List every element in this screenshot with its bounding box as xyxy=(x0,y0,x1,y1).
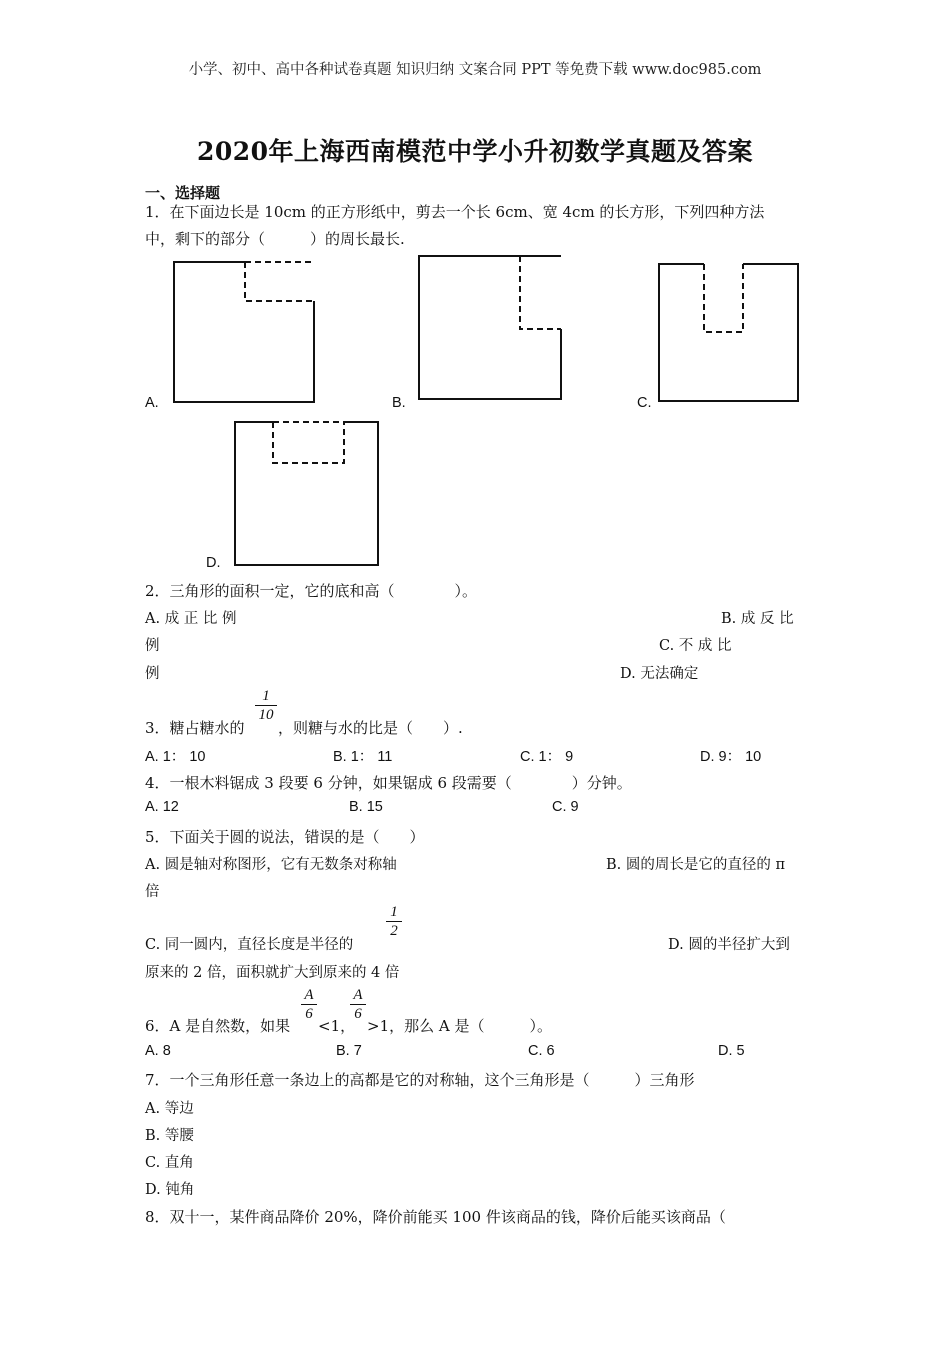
q3-option-c: C. 1： 9 xyxy=(520,749,574,765)
q4-option-a: A. 12 xyxy=(145,799,179,815)
q2-option-c-cont: 例 xyxy=(145,666,160,682)
q3-option-a: A. 1： 10 xyxy=(145,749,206,765)
fraction-bar xyxy=(386,921,402,922)
q3-fraction xyxy=(255,688,277,723)
q5-fraction-denominator: 2 xyxy=(390,923,398,939)
q6-option-a: A. 8 xyxy=(145,1043,171,1059)
q6-fraction1-numerator: A xyxy=(304,987,314,1003)
q1-label-d: D. xyxy=(206,555,221,571)
q7-option-c: C. 直角 xyxy=(145,1155,194,1171)
q4-option-b: B. 15 xyxy=(349,799,383,815)
q1-figure-b xyxy=(416,253,566,403)
q4-stem: 4．一根木料锯成 3 段要 6 分钟，如果锯成 6 段需要（ ）分钟。 xyxy=(145,774,632,792)
q1-label-c: C. xyxy=(637,395,652,411)
q5-option-a: A. 圆是轴对称图形，它有无数条对称轴 xyxy=(145,857,397,873)
q2-option-d: D. 无法确定 xyxy=(620,666,699,682)
q1-figure-a xyxy=(170,258,318,406)
q1-figure-c xyxy=(656,261,802,405)
q7-option-d: D. 钝角 xyxy=(145,1182,195,1198)
q6-stem-post: >1，那么 A 是（ ）。 xyxy=(367,1017,552,1035)
q5-option-d: D. 圆的半径扩大到 xyxy=(668,937,790,953)
q6-fraction2-denominator: 6 xyxy=(354,1006,362,1022)
q8-stem: 8．双十一，某件商品降价 20%，降价前能买 100 件该商品的钱，降价后能买该商品（ xyxy=(145,1208,726,1226)
page-title: 2020年上海西南模范中学小升初数学真题及答案 xyxy=(196,137,754,166)
q5-fraction xyxy=(386,904,402,939)
q3-stem-post: ，则糖与水的比是（ ）. xyxy=(278,719,463,737)
q6-fraction1-denominator: 6 xyxy=(305,1006,313,1022)
fraction-bar xyxy=(255,705,277,706)
q3-stem-pre: 3．糖占糖水的 xyxy=(145,719,245,737)
fraction-bar xyxy=(350,1004,366,1005)
q6-stem-mid: <1， xyxy=(318,1017,356,1035)
fraction-bar xyxy=(301,1004,317,1005)
q1-figure-d xyxy=(232,419,382,569)
q5-option-c: C. 同一圆内，直径长度是半径的 xyxy=(145,937,354,953)
q3-option-b: B. 1： 11 xyxy=(333,749,393,765)
q6-option-d: D. 5 xyxy=(718,1043,745,1059)
q6-option-c: C. 6 xyxy=(528,1043,555,1059)
q1-label-a: A. xyxy=(145,395,159,411)
section-heading: 一、选择题 xyxy=(145,184,221,202)
q1-stem-line2: 中，剩下的部分（ ）的周长最长. xyxy=(145,230,405,248)
q3-fraction-numerator: 1 xyxy=(262,688,270,704)
page-header: 小学、初中、高中各种试卷真题 知识归纳 文案合同 PPT 等免费下载 www.doc985.com xyxy=(188,62,762,78)
q2-option-a: A. 成 正 比 例 xyxy=(145,611,237,627)
q5-fraction-numerator: 1 xyxy=(390,904,398,920)
q5-stem: 5．下面关于圆的说法，错误的是（ ） xyxy=(145,828,425,846)
q6-fraction-1 xyxy=(301,987,317,1022)
q2-stem: 2．三角形的面积一定，它的底和高（ ）。 xyxy=(145,582,478,600)
q2-option-b-cont: 例 xyxy=(145,638,160,654)
q7-option-a: A. 等边 xyxy=(145,1101,194,1117)
q6-fraction2-numerator: A xyxy=(353,987,363,1003)
q5-option-b-cont: 倍 xyxy=(145,884,160,900)
q7-option-b: B. 等腰 xyxy=(145,1128,194,1144)
q5-option-b: B. 圆的周长是它的直径的 π xyxy=(606,857,786,873)
q7-stem: 7．一个三角形任意一条边上的高都是它的对称轴，这个三角形是（ ）三角形 xyxy=(145,1071,695,1089)
q5-option-d-cont: 原来的 2 倍，面积就扩大到原来的 4 倍 xyxy=(145,965,400,981)
q4-option-c: C. 9 xyxy=(552,799,579,815)
q6-stem-pre: 6．A 是自然数，如果 xyxy=(145,1017,291,1035)
q2-option-c: C. 不 成 比 xyxy=(659,638,732,654)
q6-option-b: B. 7 xyxy=(336,1043,362,1059)
q6-fraction-2 xyxy=(350,987,366,1022)
q3-fraction-denominator: 10 xyxy=(258,707,274,723)
q1-label-b: B. xyxy=(392,395,406,411)
q3-option-d: D. 9： 10 xyxy=(700,749,762,765)
q2-option-b: B. 成 反 比 xyxy=(721,611,794,627)
q1-stem-line1: 1．在下面边长是 10cm 的正方形纸中，剪去一个长 6cm、宽 4cm 的长方形，下列四种方法 xyxy=(145,203,765,221)
